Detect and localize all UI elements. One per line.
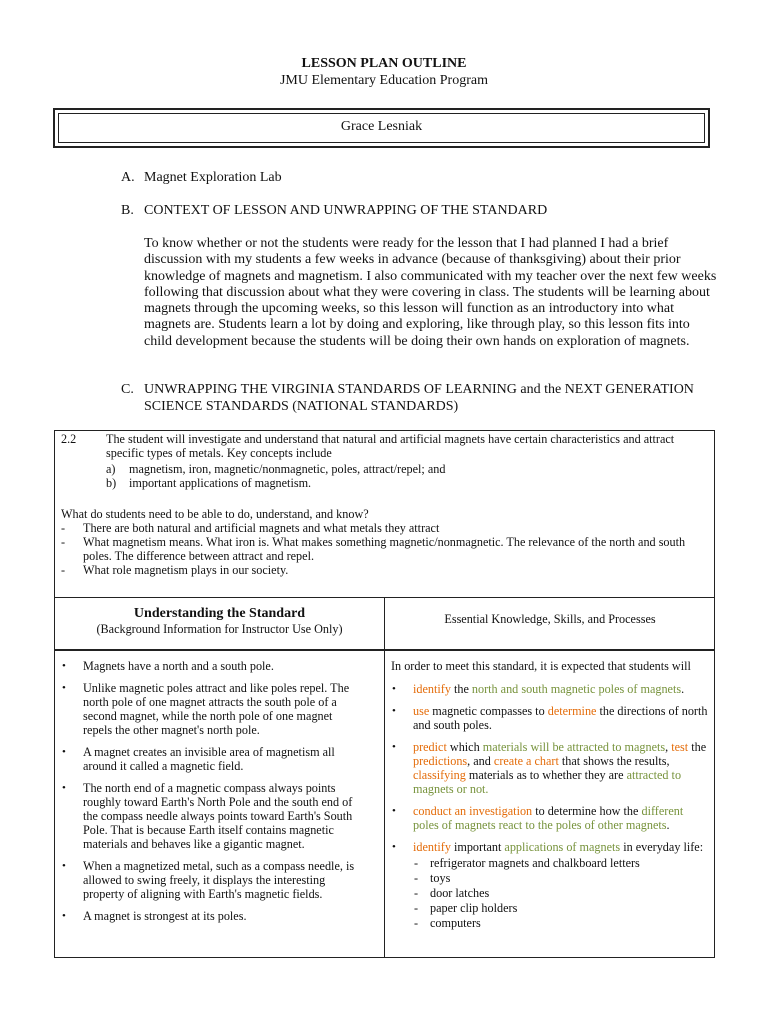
application-text: computers: [430, 916, 481, 930]
concept-text: magnetism, iron, magnetic/nonmagnetic, poles, attract/repel; and: [129, 462, 446, 476]
plain-text: which: [446, 740, 483, 754]
application-text: paper clip holders: [430, 901, 518, 915]
understanding-header: [55, 606, 384, 636]
skill-item: [391, 740, 709, 796]
knowledge-questions: [61, 507, 711, 577]
column-divider: [384, 651, 385, 957]
verb-text: classifying: [413, 768, 466, 782]
standard-text: The student will investigate and understand that natural and artificial magnets have certain characteristics and attract specific types of metals. Key concepts include: [106, 432, 675, 460]
dash-marker: -: [61, 521, 66, 535]
skill-item: [391, 840, 709, 931]
answer-text: There are both natural and artificial magnets and what metals they attract: [83, 521, 440, 535]
understanding-item: [61, 909, 361, 923]
plain-text: .: [681, 682, 685, 696]
author-box: [53, 108, 710, 148]
dash-marker: -: [414, 886, 419, 900]
item-text: When a magnetized metal, such as a compass needle, is allowed to swing freely, it displays the interesting property of aligning with Earth's magnetic fields.: [83, 859, 355, 901]
context-paragraph: To know whether or not the students were ready for the lesson that I had planned I had a brief discussion with my students a few weeks in advance (because of thanksgiving) about their prior knowledge of magnets and magnetism. I also communicated with my teacher over the next few weeks following that discussion about what they were covering in class. The students will be learning about magnets through the upcoming weeks, so this lesson will function as an introductory into what magnets are. Students learn a lot by doing and exploring, like through play, so this lesson fits into child development because the students will be doing their own hands on exploration of magnets.: [144, 236, 717, 349]
standard-number: 2.2: [61, 432, 77, 446]
concept-label: a): [106, 462, 116, 476]
application-item: [413, 856, 709, 871]
author-name: Grace Lesniak: [58, 113, 705, 143]
concept-text: materials will be attracted to magnets: [482, 740, 666, 754]
essential-intro: In order to meet this standard, it is expected that students will: [391, 659, 691, 673]
plain-text: magnetic compasses to: [429, 704, 548, 718]
plain-text: the: [450, 682, 472, 696]
knowledge-question: What do students need to be able to do, understand, and know?: [61, 507, 369, 521]
knowledge-answer: [61, 521, 711, 535]
item-text: Magnets have a north and a south pole.: [83, 659, 274, 673]
item-text: A magnet creates an invisible area of magnetism all around it called a magnetic field.: [83, 745, 335, 773]
dash-marker: -: [61, 563, 66, 577]
section-b-title: CONTEXT OF LESSON AND UNWRAPPING OF THE STANDARD: [144, 203, 548, 218]
bullet-marker: •: [392, 705, 396, 717]
item-text: Unlike magnetic poles attract and like poles repel. The north pole of one magnet attracts the south pole of a second magnet, while the north pole of one magnet repels the other magnet's north pole.: [83, 681, 350, 737]
dash-marker: -: [414, 916, 419, 930]
bullet-marker: •: [62, 746, 66, 758]
dash-marker: -: [414, 871, 419, 885]
section-c: [121, 382, 721, 418]
concept-text: different poles of magnets react to the poles of other magnets: [413, 804, 684, 832]
verb-text: use: [413, 704, 430, 718]
application-item: [413, 871, 709, 886]
standard-box: [54, 430, 715, 598]
bullet-marker: •: [62, 860, 66, 872]
bullet-marker: •: [392, 741, 396, 753]
application-item: [413, 901, 709, 916]
plain-text: , and: [467, 754, 494, 768]
understanding-item: [61, 681, 361, 737]
verb-text: conduct an investigation: [413, 804, 533, 818]
understanding-item: [61, 745, 361, 773]
plain-text: in everyday life:: [620, 840, 704, 854]
table-header-row: [54, 598, 715, 650]
answer-text: What role magnetism plays in our society.: [83, 563, 289, 577]
verb-text: determine: [547, 704, 597, 718]
essential-knowledge-header: Essential Knowledge, Skills, and Processes: [444, 612, 656, 626]
plain-text: .: [666, 818, 670, 832]
plain-text: the directions of north and south poles.: [413, 704, 708, 732]
verb-text: create a chart: [493, 754, 559, 768]
dash-marker: -: [414, 901, 419, 915]
dash-marker: -: [414, 856, 419, 870]
plain-text: ,: [665, 740, 672, 754]
concept-text: important applications of magnetism.: [129, 476, 312, 490]
understanding-title: Understanding the Standard: [133, 606, 306, 621]
verb-text: predictions: [413, 754, 468, 768]
bullet-marker: •: [62, 782, 66, 794]
bullet-marker: •: [62, 682, 66, 694]
understanding-subtitle: (Background Information for Instructor Use Only): [96, 622, 343, 636]
application-text: toys: [430, 871, 451, 885]
application-item: [413, 916, 709, 931]
concept-item: [106, 476, 311, 490]
understanding-item: [61, 781, 361, 851]
document-title: LESSON PLAN OUTLINE: [301, 56, 467, 71]
section-a-label: A.: [121, 170, 135, 185]
concept-text: applications of magnets: [504, 840, 621, 854]
section-c-label: C.: [121, 382, 134, 397]
application-item: [413, 886, 709, 901]
skill-item: [391, 682, 709, 696]
bullet-marker: •: [392, 841, 396, 853]
table-body: [54, 650, 715, 958]
section-a-text: Magnet Exploration Lab: [144, 170, 282, 185]
bullet-marker: •: [62, 910, 66, 922]
essential-knowledge-column: [391, 659, 709, 939]
skill-item: [391, 704, 709, 732]
item-text: The north end of a magnetic compass always points roughly toward Earth's North Pole and the south end of the compass needle always points toward Earth's South Pole. That is because Earth itself contains magnetic materials and behaves like a gigantic magnet.: [83, 781, 353, 851]
understanding-item: [61, 659, 361, 673]
item-text: A magnet is strongest at its poles.: [83, 909, 247, 923]
understanding-column: [61, 659, 361, 931]
bullet-marker: •: [62, 660, 66, 672]
document-subtitle: JMU Elementary Education Program: [279, 73, 488, 88]
concept-item: [106, 462, 445, 476]
plain-text: that shows the results,: [558, 754, 670, 768]
plain-text: to determine how the: [532, 804, 642, 818]
plain-text: important: [450, 840, 505, 854]
knowledge-answer: [61, 563, 711, 577]
application-text: refrigerator magnets and chalkboard letters: [430, 856, 640, 870]
plain-text: the: [688, 740, 707, 754]
skill-item: [391, 804, 709, 832]
dash-marker: -: [61, 535, 66, 549]
plain-text: materials as to whether they are: [465, 768, 627, 782]
bullet-marker: •: [392, 683, 396, 695]
bullet-marker: •: [392, 805, 396, 817]
understanding-item: [61, 859, 361, 901]
section-c-line1: UNWRAPPING THE VIRGINIA STANDARDS OF LEARNING and the NEXT GENERATION: [144, 382, 694, 397]
verb-text: test: [671, 740, 689, 754]
verb-text: identify: [413, 840, 451, 854]
verb-text: predict: [413, 740, 447, 754]
applications-list: [413, 856, 709, 931]
knowledge-answer: [61, 535, 711, 563]
concept-label: b): [106, 476, 117, 490]
concept-text: attracted to magnets or not.: [413, 768, 682, 796]
concept-text: north and south magnetic poles of magnets: [471, 682, 682, 696]
section-c-line2: SCIENCE STANDARDS (NATIONAL STANDARDS): [144, 399, 459, 414]
application-text: door latches: [430, 886, 490, 900]
section-b-label: B.: [121, 203, 134, 218]
answer-text: What magnetism means. What iron is. What makes something magnetic/nonmagnetic. The relevance of the north and south poles. The difference between attract and repel.: [83, 535, 686, 563]
verb-text: identify: [413, 682, 451, 696]
